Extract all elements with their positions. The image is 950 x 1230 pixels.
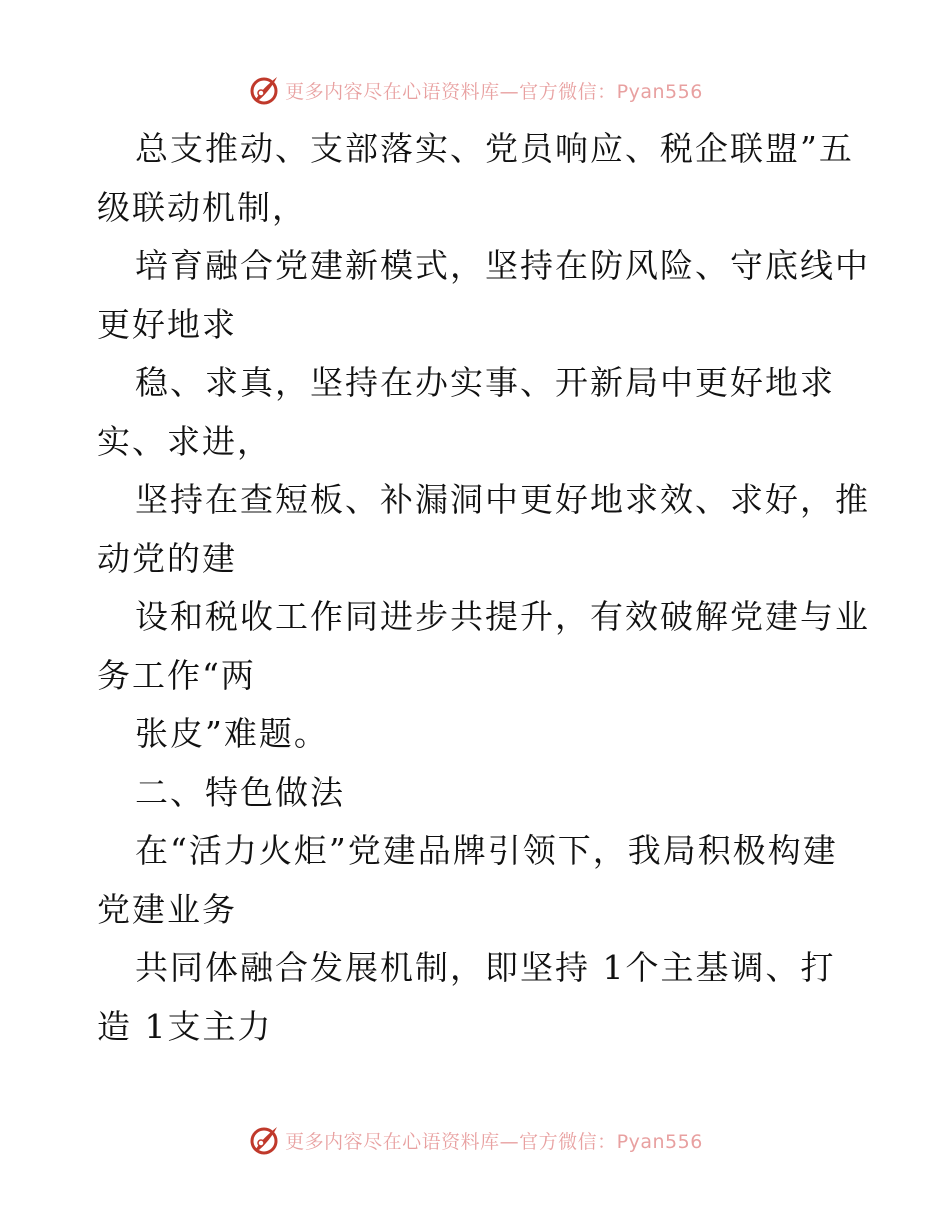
text-line: 级联动机制， (97, 187, 307, 227)
text-line: 在“活力火炬”党建品牌引领下，我局积极构建 (135, 831, 838, 870)
text-line: 更好地求 (97, 304, 237, 344)
text-line: 共同体融合发展机制，即坚持 1个主基调、打 (135, 948, 836, 987)
text-line: 总支推动、支部落实、党员响应、税企联盟”五 (135, 129, 854, 168)
text-line: 培育融合党建新模式，坚持在防风险、守底线中 (135, 246, 870, 285)
text-line: 动党的建 (97, 538, 237, 578)
red-quill-logo-icon (247, 73, 281, 107)
text-line: 张皮”难题。 (135, 714, 329, 753)
text-line: 坚持在查短板、补漏洞中更好地求效、求好，推 (135, 480, 870, 519)
text-line: 实、求进， (97, 421, 272, 461)
text-line: 党建业务 (97, 889, 237, 929)
red-quill-logo-icon (247, 1123, 281, 1157)
footer-watermark-banner (0, 1120, 950, 1160)
text-line: 务工作“两 (97, 655, 256, 695)
section-heading: 二、特色做法 (135, 772, 345, 812)
footer-watermark-text: 更多内容尽在心语资料库—官方微信：Pyan556 (285, 1130, 703, 1153)
text-line: 稳、求真，坚持在办实事、开新局中更好地求 (135, 363, 835, 402)
text-line: 造 1支主力 (97, 1006, 273, 1046)
header-watermark-text: 更多内容尽在心语资料库—官方微信：Pyan556 (285, 80, 703, 103)
header-watermark-banner (0, 70, 950, 110)
document-body (97, 120, 870, 1056)
text-line: 设和税收工作同进步共提升，有效破解党建与业 (135, 597, 870, 636)
